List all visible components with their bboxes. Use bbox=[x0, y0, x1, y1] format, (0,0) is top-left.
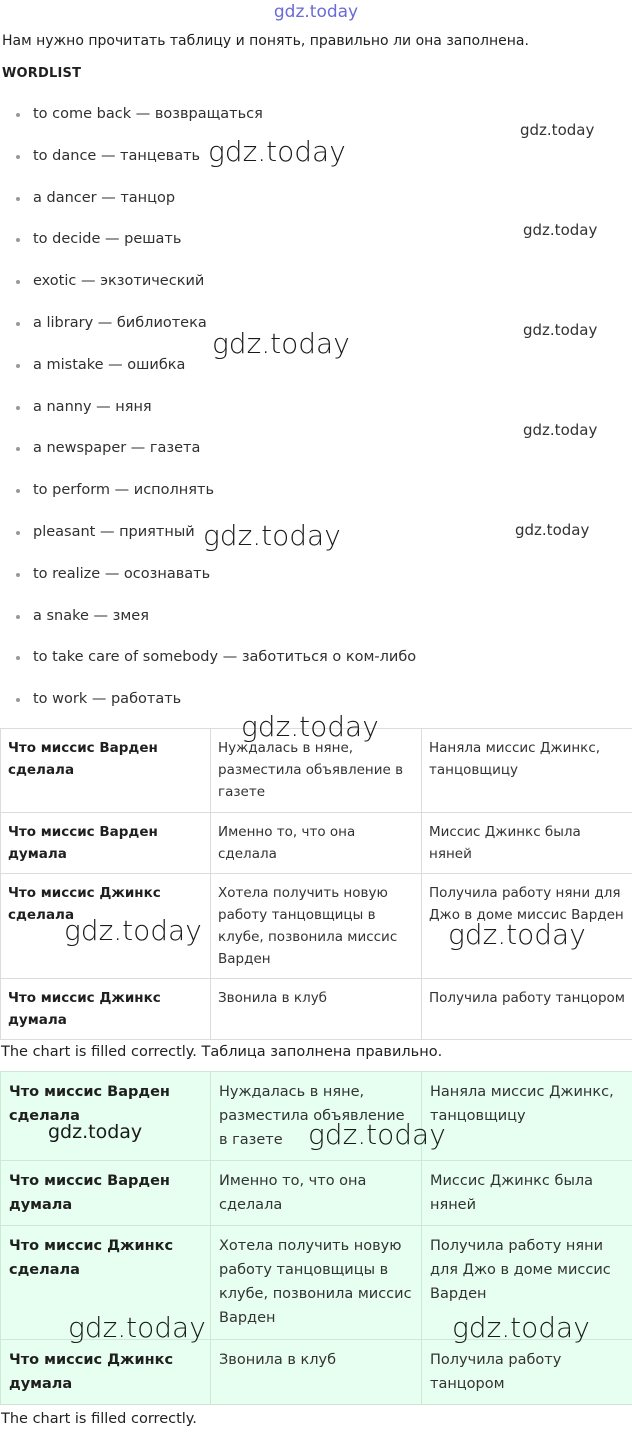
watermark: gdz.today bbox=[523, 221, 598, 239]
table-cell: Что миссис Варден думала bbox=[1, 813, 211, 874]
list-item: a snake — змея bbox=[0, 606, 632, 648]
watermark: gdz.today bbox=[452, 1311, 590, 1344]
list-item: to decide — решать bbox=[0, 229, 632, 271]
table-cell: Миссис Джинкс была няней bbox=[422, 813, 632, 874]
list-item: pleasant — приятный bbox=[0, 522, 632, 564]
conclusion-text: The chart is filled correctly. Таблица заполнена правильно. bbox=[1, 1044, 443, 1060]
watermark: gdz.today bbox=[308, 1118, 446, 1151]
list-item: exotic — экзотический bbox=[0, 271, 632, 313]
table-cell: Получила работу танцором bbox=[422, 1340, 632, 1405]
watermark: gdz.today bbox=[203, 519, 341, 552]
wordlist-heading: WORDLIST bbox=[2, 66, 82, 81]
list-item: to take care of somebody — заботиться о ком-либо bbox=[0, 647, 632, 689]
table-row bbox=[1, 979, 632, 1040]
watermark: gdz.today bbox=[68, 1311, 206, 1344]
watermark: gdz.today bbox=[208, 135, 346, 168]
table-cell: Именно то, что она сделала bbox=[211, 1161, 422, 1226]
table-cell: Получила работу няни для Джо в доме миссис Варден bbox=[422, 874, 632, 979]
watermark: gdz.today bbox=[523, 421, 598, 439]
table-cell: Нуждалась в няне, разместила объявление в газете bbox=[211, 729, 422, 813]
watermark: gdz.today bbox=[520, 121, 595, 139]
list-item: a dancer — танцор bbox=[0, 188, 632, 230]
table-cell: Что миссис Варден сделала bbox=[1, 729, 211, 813]
table-cell: Получила работу няни для Джо в доме миссис Варден bbox=[422, 1226, 632, 1340]
site-watermark-top: gdz.today bbox=[273, 2, 359, 22]
table-row bbox=[1, 1340, 632, 1405]
intro-text: Нам нужно прочитать таблицу и понять, правильно ли она заполнена. bbox=[2, 33, 529, 49]
list-item: to work — работать bbox=[0, 689, 632, 731]
list-item: to dance — танцевать bbox=[0, 146, 632, 188]
table-cell: Наняла миссис Джинкс, танцовщицу bbox=[422, 1072, 632, 1161]
table-cell: Миссис Джинкс была няней bbox=[422, 1161, 632, 1226]
table-cell: Именно то, что она сделала bbox=[211, 813, 422, 874]
watermark: gdz.today bbox=[448, 918, 586, 951]
table-cell: Что миссис Джинкс сделала bbox=[1, 1226, 211, 1340]
table-cell: Хотела получить новую работу танцовщицы в клубе, позвонила миссис Варден bbox=[211, 874, 422, 979]
list-item: a mistake — ошибка bbox=[0, 355, 632, 397]
watermark: gdz.today bbox=[212, 327, 350, 360]
watermark: gdz.today bbox=[48, 1121, 143, 1143]
table-row bbox=[1, 1161, 632, 1226]
watermark: gdz.today bbox=[515, 521, 590, 539]
table-cell: Что миссис Джинкс сделала bbox=[1, 874, 211, 979]
watermark: gdz.today bbox=[64, 914, 202, 947]
list-item: a nanny — няня bbox=[0, 397, 632, 439]
table-cell: Что миссис Джинкс думала bbox=[1, 1340, 211, 1405]
table-cell: Хотела получить новую работу танцовщицы в клубе, позвонила миссис Варден bbox=[211, 1226, 422, 1340]
list-item: a library — библиотека bbox=[0, 313, 632, 355]
table-cell: Наняла миссис Джинкс, танцовщицу bbox=[422, 729, 632, 813]
table-cell: Звонила в клуб bbox=[211, 979, 422, 1040]
wordlist bbox=[0, 104, 632, 731]
table-cell: Что миссис Джинкс думала bbox=[1, 979, 211, 1040]
table-cell: Что миссис Варден сделала bbox=[1, 1072, 211, 1161]
list-item: to come back — возвращаться bbox=[0, 104, 632, 146]
list-item: a newspaper — газета bbox=[0, 438, 632, 480]
comparison-table bbox=[0, 728, 632, 1040]
table-cell: Нуждалась в няне, разместила объявление в газете bbox=[211, 1072, 422, 1161]
watermark: gdz.today bbox=[523, 321, 598, 339]
table-cell: Звонила в клуб bbox=[211, 1340, 422, 1405]
table-cell: Получила работу танцором bbox=[422, 979, 632, 1040]
table-cell: Что миссис Варден думала bbox=[1, 1161, 211, 1226]
watermark: gdz.today bbox=[241, 710, 379, 743]
list-item: to realize — осознавать bbox=[0, 564, 632, 606]
conclusion-text: The chart is filled correctly. bbox=[1, 1411, 197, 1427]
list-item: to perform — исполнять bbox=[0, 480, 632, 522]
table-row bbox=[1, 813, 632, 874]
